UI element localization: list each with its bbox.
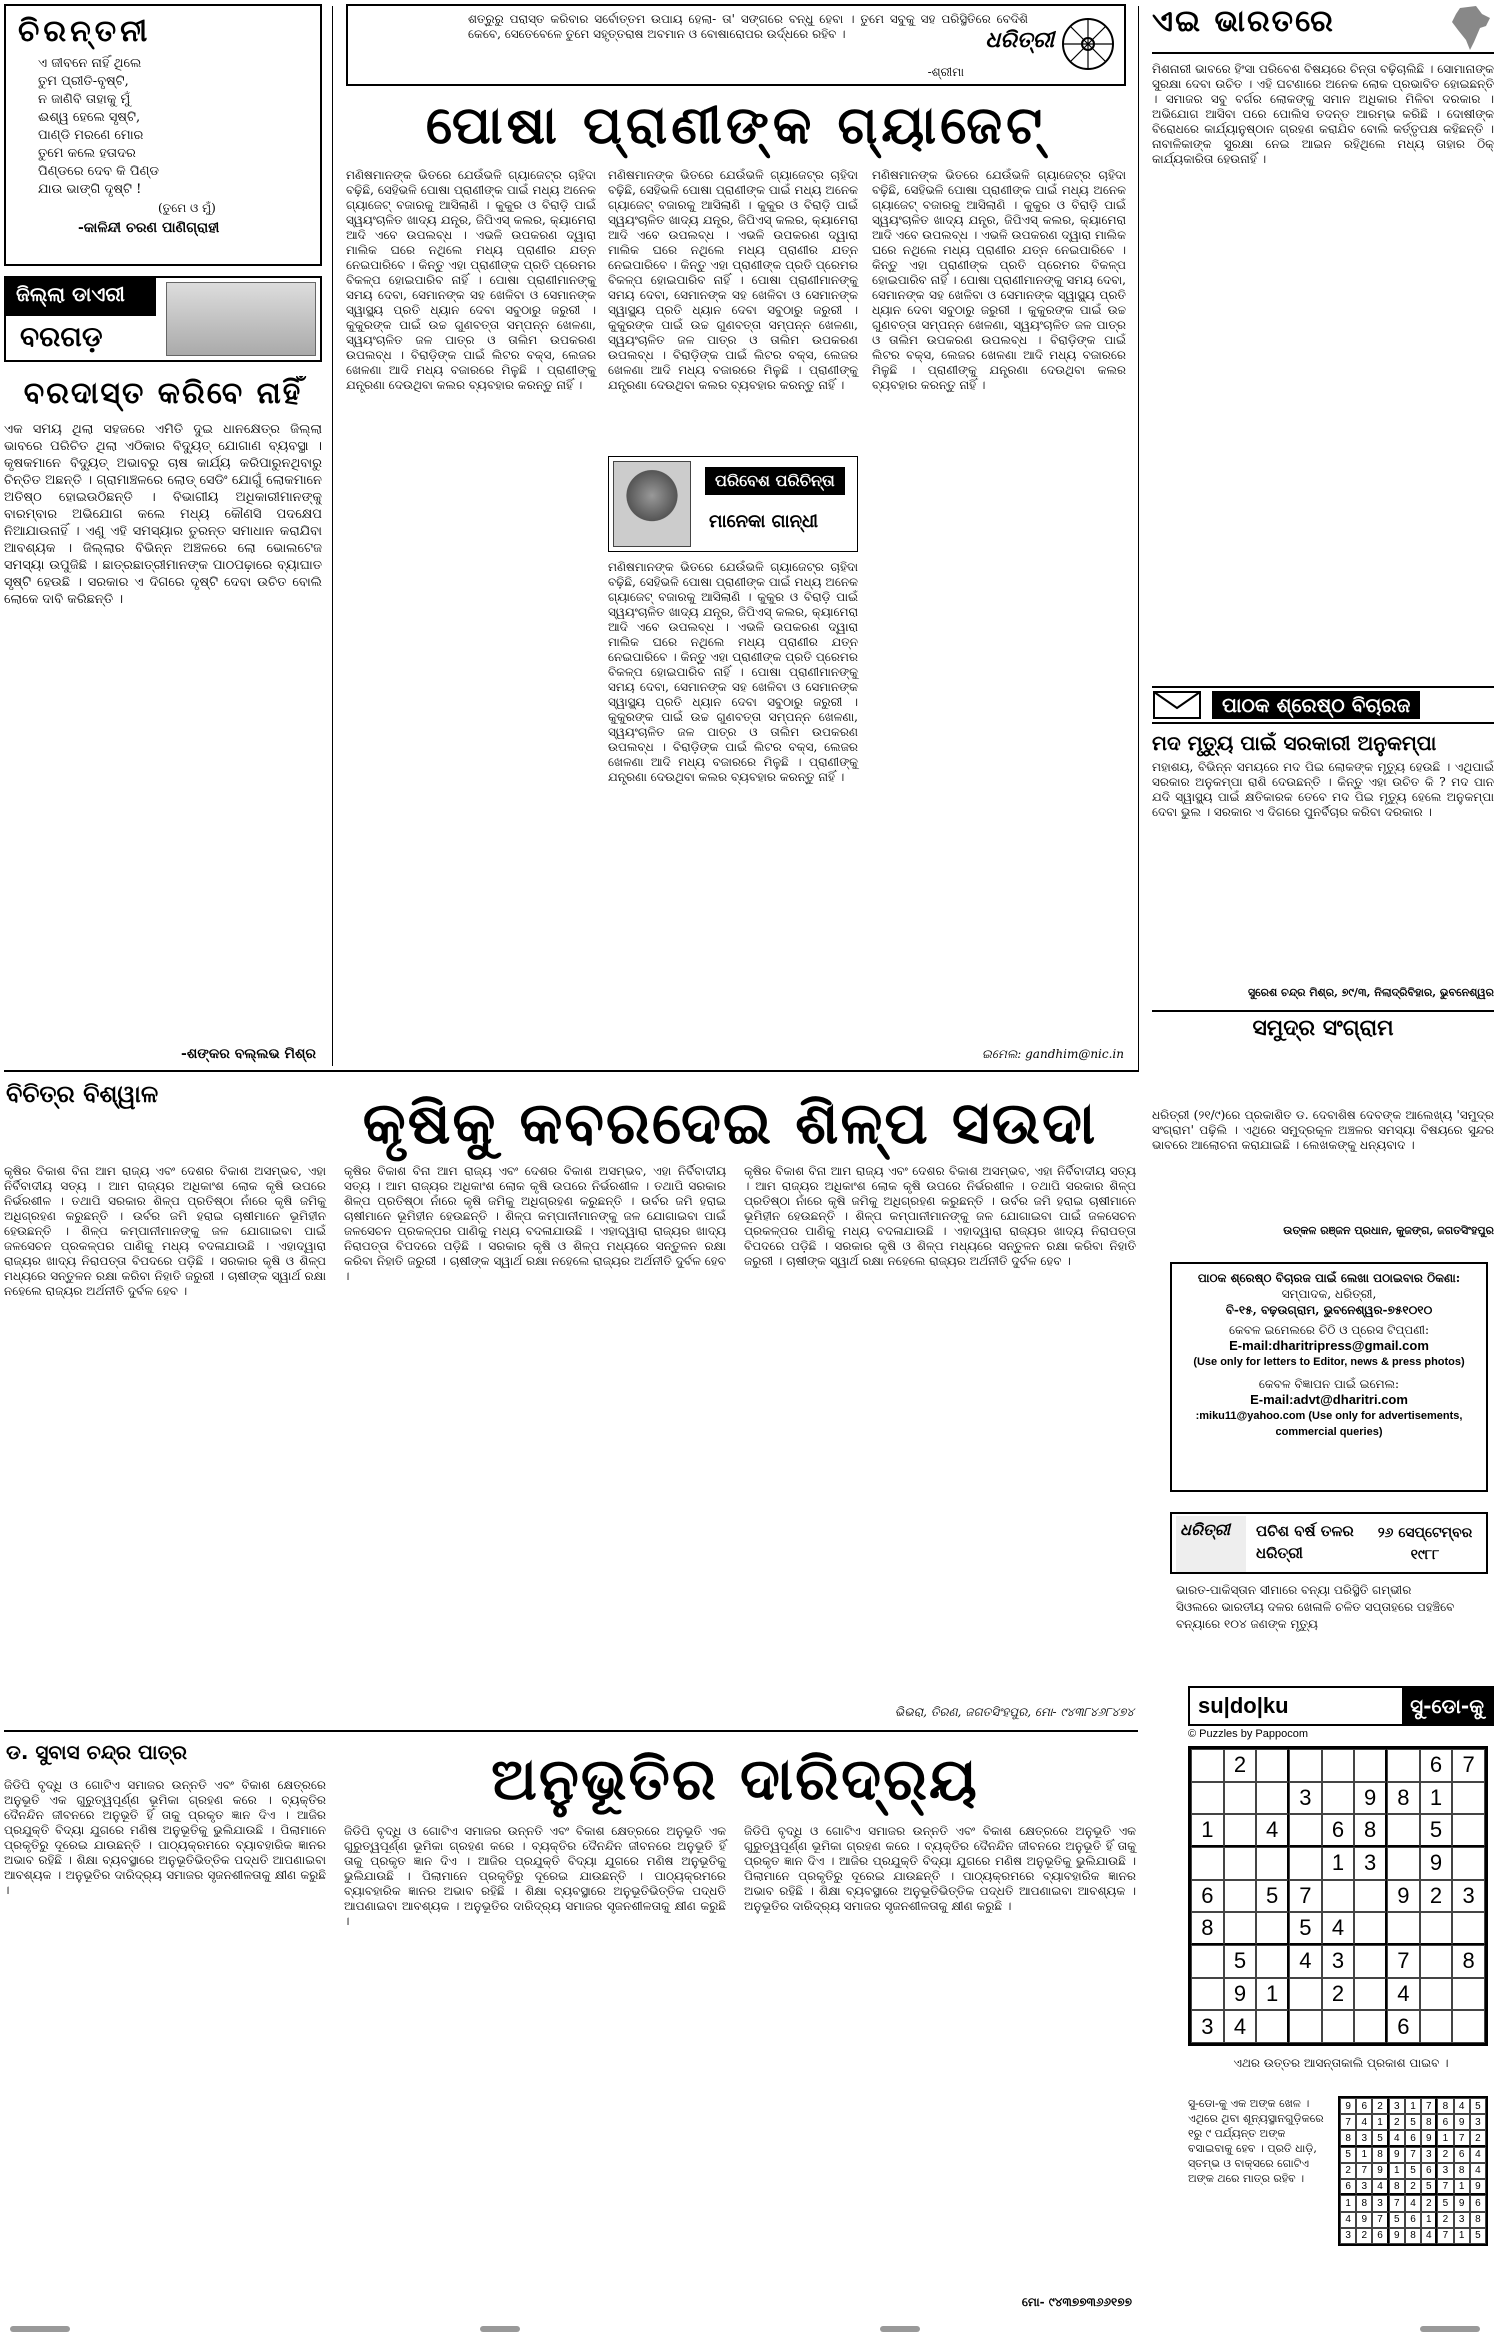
answer-cell: 2 (1356, 2228, 1372, 2244)
sudoku-grid[interactable] (1188, 1746, 1488, 2046)
krishi-author: ଭିଭରା, ତିରଣ, ଜଗତସିଂହପୁର, ମୋ- ୯୪୩୮୪୬୮୪୭୪ (894, 1705, 1134, 1719)
answer-cell: 1 (1405, 2098, 1421, 2114)
sudoku-title-or: ସୁ-ଡୋ-କୁ (1402, 1688, 1492, 1724)
address-line4: କେବଳ ଇମେଲରେ ଚିଠି ଓ ପ୍ରେସ ଟିପ୍ପଣୀ: (1228, 1323, 1430, 1337)
columnist-photo (613, 461, 691, 547)
sudoku-cell[interactable]: 6 (1322, 1814, 1355, 1847)
email-advt[interactable]: E-mail:advt@dharitri.com (1250, 1392, 1408, 1407)
letter2-body: ଧରିତ୍ରୀ (୨୧/୯)ରେ ପ୍ରକାଶିତ ଡ. ଦେବାଶିଷ ଦେବଙ୍କ ଆଲେଖ୍ୟ 'ସମୁଦ୍ର ସଂଗ୍ରାମ' ପଢ଼ିଲି । ଏଥିରେ ସମୁଦ୍ରକୂଳ ଅଞ୍ଚଳର ସମସ୍ୟା ବିଷୟରେ ସୁନ୍ଦର ଭାବରେ ଆଲୋଚନା କରାଯାଇଛି । ଲେଖକଙ୍କୁ ଧନ୍ୟବାଦ । (1152, 1108, 1494, 1152)
answer-cell: 5 (1372, 2130, 1388, 2146)
sudoku-cell[interactable] (1387, 1814, 1420, 1847)
sudoku-cell[interactable]: 8 (1354, 1814, 1387, 1847)
answer-cell: 5 (1405, 2114, 1421, 2130)
chirantani-credit: (ତୁମେ ଓ ମୁଁ) (158, 201, 216, 215)
letter1-sign: ସୁରେଶ ଚନ୍ଦ୍ର ମିଶ୍ର, ୭୯/୩, ନିଲାଦ୍ରିବିହାର, ଭୁବନେଶ୍ୱର (1248, 986, 1494, 999)
lower-rule (4, 1730, 1138, 1732)
sudoku-cell[interactable] (1354, 1978, 1387, 2011)
ei-bharatare-body: ମିଶନାରୀ ଭାବରେ ହିଂସା ପରିବେଶ ବିଷୟରେ ଚିନ୍ତା ବଢ଼ିଚାଲିଛି । ସୋମାନାଙ୍କ ସୁରକ୍ଷା ଦେବା ଉଚିତ । ଏହି ଘଟଣାରେ ଅନେକ ଲୋକ ପ୍ରଭାବିତ ହୋଇଛନ୍ତି । ସମାଜର ସବୁ ବର୍ଗର ଲୋକଙ୍କୁ ସମାନ ଅଧିକାର ମିଳିବା ଦରକାର । ଅଭିଯୋଗ ଆସିବା ପରେ ପୋଲିସ ତଦନ୍ତ ଆରମ୍ଭ କରିଛି । ଦୋଷୀଙ୍କ ବିରୋଧରେ କାର୍ଯ୍ୟାନୁଷ୍ଠାନ ଗ୍ରହଣ କରାଯିବ ବୋଲି କର୍ତ୍ତୃପକ୍ଷ କହିଛନ୍ତି । ନାବାଳିକାଙ୍କ ସୁରକ୍ଷା ନେଇ ଆଇନ ରହିଥିଲେ ମଧ୍ୟ ତାହାର ଠିକ୍ କାର୍ଯ୍ୟକାରିତା ହେଉନାହିଁ । (1152, 62, 1494, 166)
letters-header (1152, 686, 1494, 724)
sudoku-cell[interactable] (1191, 1782, 1224, 1815)
sudoku-cell[interactable]: 9 (1420, 1847, 1453, 1880)
answer-cell: 9 (1454, 2114, 1470, 2130)
sudoku-cell[interactable] (1452, 1847, 1485, 1880)
sudoku-cell[interactable]: 9 (1354, 1782, 1387, 1815)
answer-cell: 9 (1389, 2147, 1405, 2163)
pachisha-label: ପଚିଶ ବର୍ଷ ତଳର ଧରିତ୍ରୀ (1256, 1522, 1354, 1562)
anubhuti-col-1: ଜିଡିପି ବୃଦ୍ଧି ଓ ଗୋଟିଏ ସମାଜର ଉନ୍ନତି ଏବଂ ବିକାଶ କ୍ଷେତ୍ରରେ ଅନୁଭୂତି ଏକ ଗୁରୁତ୍ୱପୂର୍ଣ୍ଣ ଭୂମିକା ଗ୍ରହଣ କରେ । ବ୍ୟକ୍ତିର ଦୈନନ୍ଦିନ ଜୀବନରେ ଅନୁଭୂତି ହିଁ ତାକୁ ପ୍ରକୃତ ଜ୍ଞାନ ଦିଏ । ଆଜିର ପ୍ରଯୁକ୍ତି ବିଦ୍ୟା ଯୁଗରେ ମଣିଷ ଅନୁଭୂତିକୁ ଭୁଲିଯାଉଛି । ପିଲାମାନେ ପ୍ରକୃତିରୁ ଦୂରେଇ ଯାଉଛନ୍ତି । ପାଠ୍ୟକ୍ରମରେ ବ୍ୟାବହାରିକ ଜ୍ଞାନର ଅଭାବ ରହିଛି । ଶିକ୍ଷା ବ୍ୟବସ୍ଥାରେ ଅନୁଭୂତିଭିତ୍ତିକ ପଦ୍ଧତି ଆପଣାଇବା ଆବଶ୍ୟକ । ଅନୁଭୂତିର ଦାରିଦ୍ର୍ୟ ସମାଜର ସୃଜନଶୀଳତାକୁ କ୍ଷୀଣ କରୁଛି । (4, 1778, 326, 1897)
letters-label: ପାଠକ ଶ୍ରେଷ୍ଠ ବିଚାରଜ (1212, 691, 1420, 719)
india-map-icon (1446, 4, 1494, 52)
sudoku-cell[interactable] (1256, 2010, 1289, 2043)
sudoku-cell[interactable]: 2 (1224, 1749, 1257, 1782)
pet-article (346, 168, 1126, 1066)
answer-cell: 8 (1470, 2212, 1486, 2228)
answer-cell: 9 (1470, 2179, 1486, 2195)
sudoku-cell[interactable] (1354, 2010, 1387, 2043)
chirantani-title: ଚିରନ୍ତନୀ (18, 14, 152, 49)
sudoku-cell[interactable] (1256, 1912, 1289, 1945)
jila-diary-box (4, 276, 322, 362)
sudoku-cell[interactable]: 3 (1354, 1847, 1387, 1880)
sudoku-cell[interactable] (1420, 1978, 1453, 2011)
bottom-mark-4 (1420, 2326, 1480, 2332)
answer-cell: 4 (1340, 2212, 1356, 2228)
answer-cell: 5 (1470, 2228, 1486, 2244)
answer-cell: 2 (1372, 2098, 1388, 2114)
answer-cell: 6 (1340, 2179, 1356, 2195)
answer-cell: 3 (1437, 2163, 1453, 2179)
sudoku-cell[interactable]: 9 (1224, 1978, 1257, 2011)
ei-bharatare (1152, 4, 1494, 680)
anubhuti-headline: ଅନୁଭୂତିର ଦାରିଦ୍ର୍ୟ (491, 1745, 979, 1813)
answer-cell: 2 (1470, 2130, 1486, 2146)
pachisha-items (1176, 1582, 1488, 1672)
sudoku-cell[interactable]: 8 (1191, 1912, 1224, 1945)
address-line1: ପାଠକ ଶ୍ରେଷ୍ଠ ବିଚାରଜ ପାଇଁ ଲେଖା ପଠାଇବାର ଠିକଣା: (1197, 1271, 1461, 1285)
answer-cell: 5 (1470, 2098, 1486, 2114)
answer-cell: 3 (1356, 2130, 1372, 2146)
chirantani-author: -କାଳିନ୍ଦୀ ଚରଣ ପାଣିଗ୍ରାହୀ (78, 220, 220, 236)
answer-cell: 7 (1454, 2130, 1470, 2146)
sudoku-cell[interactable] (1387, 1749, 1420, 1782)
sudoku-cell[interactable] (1322, 1749, 1355, 1782)
sudoku-cell[interactable]: 4 (1322, 1912, 1355, 1945)
chirantani-poem: ଏ ଜୀବନେ ନାହିଁ ଥିଲେ ତୁମ ପ୍ରୀତି-ବୃଷ୍ଟି, ନ ଜାଣିବି ତାହାକୁ ମୁଁ ଈଶ୍ୱ ହେଲେ ସୃଷ୍ଟି, ପାଣ୍ଡି ମରଣେ ମୋର ତୁମେ କଲେ ହତାଦର ପିଣ୍ଡରେ ଦେବ କି ପିଣ୍ଡ ଯାଉ ଭାଙ୍ଗି ଦୃଷ୍ଟି ! (38, 56, 160, 197)
answer-cell: 8 (1405, 2228, 1421, 2244)
quote-box (346, 4, 1126, 86)
sudoku-cell[interactable]: 4 (1387, 1978, 1420, 2011)
anubhuti-author: ଡ. ସୁବାସ ଚନ୍ଦ୍ର ପାତ୍ର (6, 1740, 187, 1764)
answer-cell: 7 (1405, 2147, 1421, 2163)
sudoku-cell[interactable] (1322, 1782, 1355, 1815)
sudoku-cell[interactable] (1387, 1912, 1420, 1945)
answer-cell: 2 (1437, 2147, 1453, 2163)
sudoku-cell[interactable] (1224, 1880, 1257, 1913)
answer-cell: 1 (1356, 2147, 1372, 2163)
sudoku-cell[interactable]: 4 (1256, 1814, 1289, 1847)
sudoku-cell[interactable] (1191, 1945, 1224, 1978)
answer-cell: 2 (1389, 2114, 1405, 2130)
sudoku-cell[interactable] (1191, 1847, 1224, 1880)
answer-cell: 3 (1470, 2114, 1486, 2130)
answer-cell: 7 (1340, 2114, 1356, 2130)
answer-cell: 2 (1405, 2179, 1421, 2195)
answer-cell: 7 (1421, 2098, 1437, 2114)
letter2-area (1152, 1108, 1494, 1258)
answer-cell: 6 (1470, 2195, 1486, 2211)
letter2-title: ସମୁଦ୍ର ସଂଗ୍ରାମ (1152, 1010, 1494, 1042)
sudoku-section (1188, 1686, 1494, 2316)
sudoku-cell[interactable]: 1 (1191, 1814, 1224, 1847)
sudoku-cell[interactable] (1387, 1847, 1420, 1880)
sudoku-cell[interactable] (1452, 1782, 1485, 1815)
sudoku-cell[interactable]: 3 (1322, 1945, 1355, 1978)
answer-cell: 5 (1437, 2195, 1453, 2211)
pet-col-2b: ମଣିଷମାନଙ୍କ ଭିତରେ ଯେଉଁଭଳି ଗ୍ୟାଜେଟ୍‌ର ଚାହିଦା ବଢ଼ିଛି, ସେହିଭଳି ପୋଷା ପ୍ରାଣୀଙ୍କ ପାଇଁ ମଧ୍ୟ ଅନେକ ଗ୍ୟାଜେଟ୍ ବଜାରକୁ ଆସିଲାଣି । କୁକୁର ଓ ବିରାଡ଼ି ପାଇଁ ସ୍ୱୟଂଚାଳିତ ଖାଦ୍ୟ ଯନ୍ତ୍ର, ଜିପିଏସ୍ କଲର, କ୍ୟାମେରା ଆଦି ଏବେ ଉପଲବ୍ଧ । ଏଭଳି ଉପକରଣ ଦ୍ୱାରା ମାଲିକ ଘରେ ନଥିଲେ ମଧ୍ୟ ପ୍ରାଣୀର ଯତ୍ନ ନେଇପାରିବେ । କିନ୍ତୁ ଏହା ପ୍ରାଣୀଙ୍କ ପ୍ରତି ପ୍ରେମର ବିକଳ୍ପ ହୋଇପାରିବ ନାହିଁ । ପୋଷା ପ୍ରାଣୀମାନଙ୍କୁ ସମୟ ଦେବା, ସେମାନଙ୍କ ସହ ଖେଳିବା ଓ ସେମାନଙ୍କ ସ୍ୱାସ୍ଥ୍ୟ ପ୍ରତି ଧ୍ୟାନ ଦେବା ସବୁଠାରୁ ଜରୁରୀ । କୁକୁରଙ୍କ ପାଇଁ ଉଚ୍ଚ ଗୁଣବତ୍ତା ସମ୍ପନ୍ନ ଖେଳଣା, ସ୍ୱୟଂଚାଳିତ ଜଳ ପାତ୍ର ଓ ତାଲିମ ଉପକରଣ ଉପଲବ୍ଧ । ବିରାଡ଼ିଙ୍କ ପାଇଁ ଲିଟର ବକ୍ସ, ଲେଜର ଖେଳଣା ଆଦି ମଧ୍ୟ ବଜାରରେ ମିଳୁଛି । ପ୍ରାଣୀଙ୍କୁ ଯନ୍ତ୍ରଣା ଦେଉଥିବା କଲର ବ୍ୟବହାର କରନ୍ତୁ ନାହିଁ । (608, 560, 858, 784)
krishi-headline: କୃଷିକୁ କବରଦେଇ ଶିଳ୍ପ ସଉଦା (362, 1089, 1098, 1157)
sudoku-answer-label: ଏଥର ଉତ୍ତର ଆସନ୍ତାକାଲି ପ୍ରକାଶ ପାଇବ । (1233, 2056, 1449, 2070)
answer-cell: 9 (1421, 2130, 1437, 2146)
answer-cell: 3 (1356, 2179, 1372, 2195)
answer-cell: 3 (1340, 2228, 1356, 2244)
sudoku-cell[interactable]: 7 (1387, 1945, 1420, 1978)
pachisha-date: ୨୬ ସେପ୍ଟେମ୍ବର ୧୯୮୮ (1377, 1525, 1473, 1563)
anubhuti-col-3: ଜିଡିପି ବୃଦ୍ଧି ଓ ଗୋଟିଏ ସମାଜର ଉନ୍ନତି ଏବଂ ବିକାଶ କ୍ଷେତ୍ରରେ ଅନୁଭୂତି ଏକ ଗୁରୁତ୍ୱପୂର୍ଣ୍ଣ ଭୂମିକା ଗ୍ରହଣ କରେ । ବ୍ୟକ୍ତିର ଦୈନନ୍ଦିନ ଜୀବନରେ ଅନୁଭୂତି ହିଁ ତାକୁ ପ୍ରକୃତ ଜ୍ଞାନ ଦିଏ । ଆଜିର ପ୍ରଯୁକ୍ତି ବିଦ୍ୟା ଯୁଗରେ ମଣିଷ ଅନୁଭୂତିକୁ ଭୁଲିଯାଉଛି । ପିଲାମାନେ ପ୍ରକୃତିରୁ ଦୂରେଇ ଯାଉଛନ୍ତି । ପାଠ୍ୟକ୍ରମରେ ବ୍ୟାବହାରିକ ଜ୍ଞାନର ଅଭାବ ରହିଛି । ଶିକ୍ଷା ବ୍ୟବସ୍ଥାରେ ଅନୁଭୂତିଭିତ୍ତିକ ପଦ୍ଧତି ଆପଣାଇବା ଆବଶ୍ୟକ । ଅନୁଭୂତିର ଦାରିଦ୍ର୍ୟ ସମାଜର ସୃଜନଶୀଳତାକୁ କ୍ଷୀଣ କରୁଛି । (744, 1824, 1136, 1913)
answer-cell: 5 (1405, 2163, 1421, 2179)
sudoku-cell[interactable]: 3 (1191, 2010, 1224, 2043)
sudoku-cell[interactable] (1289, 2010, 1322, 2043)
sudoku-cell[interactable] (1452, 1912, 1485, 1945)
email-editor-note: (Use only for letters to Editor, news & press photos) (1193, 1356, 1465, 1368)
answer-cell: 4 (1356, 2114, 1372, 2130)
answer-cell: 8 (1437, 2098, 1453, 2114)
pachisha-item-3: ବନ୍ୟାରେ ୧୦୪ ଜଣଙ୍କ ମୃତ୍ୟୁ (1176, 1617, 1318, 1631)
anubhuti-col-2: ଜିଡିପି ବୃଦ୍ଧି ଓ ଗୋଟିଏ ସମାଜର ଉନ୍ନତି ଏବଂ ବିକାଶ କ୍ଷେତ୍ରରେ ଅନୁଭୂତି ଏକ ଗୁରୁତ୍ୱପୂର୍ଣ୍ଣ ଭୂମିକା ଗ୍ରହଣ କରେ । ବ୍ୟକ୍ତିର ଦୈନନ୍ଦିନ ଜୀବନରେ ଅନୁଭୂତି ହିଁ ତାକୁ ପ୍ରକୃତ ଜ୍ଞାନ ଦିଏ । ଆଜିର ପ୍ରଯୁକ୍ତି ବିଦ୍ୟା ଯୁଗରେ ମଣିଷ ଅନୁଭୂତିକୁ ଭୁଲିଯାଉଛି । ପିଲାମାନେ ପ୍ରକୃତିରୁ ଦୂରେଇ ଯାଉଛନ୍ତି । ପାଠ୍ୟକ୍ରମରେ ବ୍ୟାବହାରିକ ଜ୍ଞାନର ଅଭାବ ରହିଛି । ଶିକ୍ଷା ବ୍ୟବସ୍ଥାରେ ଅନୁଭୂତିଭିତ୍ତିକ ପଦ୍ଧତି ଆପଣାଇବା ଆବଶ୍ୟକ । ଅନୁଭୂତିର ଦାରିଦ୍ର୍ୟ ସମାଜର ସୃଜନଶୀଳତାକୁ କ୍ଷୀଣ କରୁଛି । (344, 1824, 726, 1928)
answer-cell: 3 (1454, 2212, 1470, 2228)
sudoku-cell[interactable] (1289, 1749, 1322, 1782)
district-photo (166, 282, 316, 356)
answer-cell: 9 (1372, 2163, 1388, 2179)
letter1-title: ମଦ ମୃତ୍ୟୁ ପାଇଁ ସରକାରୀ ଅନୁକମ୍ପା (1152, 731, 1437, 755)
columnist-name: ମାନେକା ଗାନ୍ଧୀ (709, 511, 819, 532)
sudoku-cell[interactable] (1289, 1814, 1322, 1847)
bargarh-story (4, 376, 322, 1066)
letter2-sign: ଉତ୍କଳ ରଞ୍ଜନ ପ୍ରଧାନ, କୁଜଙ୍ଗ, ଜଗତସିଂହପୁର (1283, 1224, 1494, 1237)
sudoku-cell[interactable]: 6 (1420, 1749, 1453, 1782)
answer-cell: 7 (1356, 2163, 1372, 2179)
answer-cell: 7 (1437, 2228, 1453, 2244)
sudoku-cell[interactable]: 7 (1452, 1749, 1485, 1782)
email-advt-note[interactable]: :miku11@yahoo.com (Use only for advertisements, commercial queries) (1195, 1410, 1463, 1438)
pachisha-item-2: ସିଓଲରେ ଭାରତୀୟ ଦଳର ଖେଳାଳି ଚଳିତ ସପ୍ତାହରେ ପହଞ୍ଚିବେ (1176, 1600, 1455, 1614)
bottom-mark-3 (880, 2326, 920, 2332)
district-name: ବରଗଡ଼ (20, 320, 103, 353)
answer-cell: 9 (1389, 2228, 1405, 2244)
sudoku-cell[interactable]: 5 (1420, 1814, 1453, 1847)
sudoku-cell[interactable] (1256, 1847, 1289, 1880)
sudoku-cell[interactable]: 1 (1322, 1847, 1355, 1880)
answer-cell: 8 (1356, 2195, 1372, 2211)
answer-cell: 7 (1372, 2212, 1388, 2228)
sudoku-rules: ସୁ-ଡୋ-କୁ ଏକ ଅଙ୍କ ଖେଳ । ଏଥିରେ ଥିବା ଶୂନ୍ୟସ୍ଥାନଗୁଡ଼ିକରେ ୧ରୁ ୯ ପର୍ଯ୍ୟନ୍ତ ଅଙ୍କ ବସାଇବାକୁ ହେବ । ପ୍ରତି ଧାଡ଼ି, ସ୍ତମ୍ଭ ଓ ବାକ୍ସରେ ଗୋଟିଏ ଅଙ୍କ ଥରେ ମାତ୍ର ରହିବ । (1188, 2097, 1324, 2185)
columnist-label: ପରିବେଶ ପରିଚିନ୍ତା (705, 467, 845, 495)
sudoku-cell[interactable] (1354, 1912, 1387, 1945)
sudoku-cell[interactable]: 5 (1224, 1945, 1257, 1978)
ei-bharatare-label: ଏଇ ଭାରତରେ (1152, 4, 1335, 39)
sudoku-cell[interactable]: 6 (1191, 1880, 1224, 1913)
answer-cell: 6 (1437, 2114, 1453, 2130)
address-line5: କେବଳ ବିଜ୍ଞାପନ ପାଇଁ ଇମେଲ: (1258, 1377, 1400, 1391)
answer-cell: 9 (1454, 2195, 1470, 2211)
sudoku-cell[interactable] (1256, 1782, 1289, 1815)
wheel-emblem-icon (1060, 16, 1116, 72)
sudoku-cell[interactable]: 1 (1256, 1978, 1289, 2011)
sudoku-header (1188, 1686, 1494, 1726)
answer-cell: 1 (1372, 2114, 1388, 2130)
answer-cell: 9 (1340, 2098, 1356, 2114)
answer-cell: 2 (1437, 2212, 1453, 2228)
sudoku-cell[interactable]: 5 (1256, 1880, 1289, 1913)
krishi-col-2: କୃଷିର ବିକାଶ ବିନା ଆମ ରାଜ୍ୟ ଏବଂ ଦେଶର ବିକାଶ ଅସମ୍ଭବ, ଏହା ନିର୍ବିବାଦୀୟ ସତ୍ୟ । ଆମ ରାଜ୍ୟର ଅଧିକାଂଶ ଲୋକ କୃଷି ଉପରେ ନିର୍ଭରଶୀଳ । ତଥାପି ସରକାର ଶିଳ୍ପ ପ୍ରତିଷ୍ଠା ନାଁରେ କୃଷି ଜମିକୁ ଅଧିଗ୍ରହଣ କରୁଛନ୍ତି । ଉର୍ବର ଜମି ହରାଇ ଚାଷୀମାନେ ଭୂମିହୀନ ହେଉଛନ୍ତି । ଶିଳ୍ପ କମ୍ପାନୀମାନଙ୍କୁ ଜଳ ଯୋଗାଇବା ପାଇଁ ଜଳସେଚନ ପ୍ରକଳ୍ପର ପାଣିକୁ ମଧ୍ୟ ବଦଳାଯାଉଛି । ଏହାଦ୍ୱାରା ରାଜ୍ୟର ଖାଦ୍ୟ ନିରାପତ୍ତା ବିପଦରେ ପଡ଼ିଛି । ସରକାର କୃଷି ଓ ଶିଳ୍ପ ମଧ୍ୟରେ ସନ୍ତୁଳନ ରକ୍ଷା କରିବା ନିହାତି ଜରୁରୀ । ଚାଷୀଙ୍କ ସ୍ୱାର୍ଥ ରକ୍ଷା ନହେଲେ ରାଜ୍ୟର ଅର୍ଥନୀତି ଦୁର୍ବଳ ହେବ । (344, 1164, 726, 1283)
answer-cell: 1 (1389, 2163, 1405, 2179)
answer-cell: 3 (1389, 2098, 1405, 2114)
answer-cell: 7 (1389, 2195, 1405, 2211)
answer-cell: 7 (1437, 2179, 1453, 2195)
answer-cell: 4 (1372, 2179, 1388, 2195)
anubhuti-phone: ମୋ- ୯୪୩୭୭୩୬୬୧୭୭ (1021, 2295, 1132, 2309)
sudoku-cell[interactable]: 6 (1387, 2010, 1420, 2043)
paper-logo: ଧରିତ୍ରୀ (985, 28, 1054, 53)
answer-cell: 3 (1372, 2195, 1388, 2211)
sudoku-cell[interactable] (1191, 1749, 1224, 1782)
sudoku-cell[interactable] (1354, 1945, 1387, 1978)
sudoku-cell[interactable] (1322, 1880, 1355, 1913)
answer-cell: 4 (1470, 2147, 1486, 2163)
answer-cell: 5 (1421, 2179, 1437, 2195)
sudoku-cell[interactable]: 2 (1322, 1978, 1355, 2011)
sudoku-cell[interactable]: 8 (1452, 1945, 1485, 1978)
jila-diary-label: ଜିଲ୍ଲା ଡାଏରୀ (6, 278, 156, 316)
answer-cell: 5 (1340, 2147, 1356, 2163)
quote-text: ଶତ୍ରୁରୁ ପରାସ୍ତ କରିବାର ସର୍ବୋତ୍ତମ ଉପାୟ ହେଲା- ତା' ସଙ୍ଗରେ ବନ୍ଧୁ ହେବା । ତୁମେ ସବୁକୁ ସହ ପରିସ୍ଥିତିରେ ବେଦିଶି କେବେ, ସେତେବେଳେ ତୁମେ ସହୃତ୍ତରାଷ ଅବମାନ ଓ ବୋଷାରୋପର ଉର୍ଦ୍ଧରେ ରହିବ । (468, 12, 1028, 41)
bargarh-body: ଏକ ସମୟ ଥିଲା ସହଜରେ ଏମିତି ଦୁଇ ଧାନକ୍ଷେତ୍ର ଜିଲ୍ଲା ଭାବରେ ପରିଚିତ ଥିଲା ଏଠିକାର ବିଦ୍ୟୁତ୍ ଯୋଗାଣ ବ୍ୟବସ୍ଥା । କୃଷକମାନେ ବିଦ୍ୟୁତ୍ ଅଭାବରୁ ଚାଷ କାର୍ଯ୍ୟ କରିପାରୁନଥିବାରୁ ଚିନ୍ତିତ ଅଛନ୍ତି । ଗ୍ରାମାଞ୍ଚଳରେ ଲୋଡ୍ ସେଡିଂ ଯୋଗୁଁ ଲୋକମାନେ ଅତିଷ୍ଠ ହୋଇଉଠିଛନ୍ତି । ବିଭାଗୀୟ ଅଧିକାରୀମାନଙ୍କୁ ବାରମ୍ବାର ଅଭିଯୋଗ କଲେ ମଧ୍ୟ କୌଣସି ପଦକ୍ଷେପ ନିଆଯାଉନାହିଁ । ଏଣୁ ଏହି ସମସ୍ୟାର ତୁରନ୍ତ ସମାଧାନ କରାଯିବା ଆବଶ୍ୟକ । ଜିଲ୍ଲାର ବିଭିନ୍ନ ଅଞ୍ଚଳରେ ଲୋ ଭୋଲଟେଜ ସମସ୍ୟା ଉପୁଜିଛି । ଛାତ୍ରଛାତ୍ରୀମାନଙ୍କ ପାଠପଢ଼ାରେ ବ୍ୟାଘାତ ସୃଷ୍ଟି ହେଉଛି । ସରକାର ଏ ଦିଗରେ ଦୃଷ୍ଟି ଦେବା ଉଚିତ ବୋଲି ଲୋକେ ଦାବି କରିଛନ୍ତି । (4, 422, 322, 607)
envelope-icon (1152, 690, 1202, 720)
sudoku-cell[interactable] (1354, 1749, 1387, 1782)
address-line3: ବି-୧୫, ବଢ଼ଉଗ୍ରାମ, ଭୁବନେଶ୍ୱର-୭୫୧୦୧୦ (1225, 1303, 1433, 1317)
pet-col-2a: ମଣିଷମାନଙ୍କ ଭିତରେ ଯେଉଁଭଳି ଗ୍ୟାଜେଟ୍‌ର ଚାହିଦା ବଢ଼ିଛି, ସେହିଭଳି ପୋଷା ପ୍ରାଣୀଙ୍କ ପାଇଁ ମଧ୍ୟ ଅନେକ ଗ୍ୟାଜେଟ୍ ବଜାରକୁ ଆସିଲାଣି । କୁକୁର ଓ ବିରାଡ଼ି ପାଇଁ ସ୍ୱୟଂଚାଳିତ ଖାଦ୍ୟ ଯନ୍ତ୍ର, ଜିପିଏସ୍ କଲର, କ୍ୟାମେରା ଆଦି ଏବେ ଉପଲବ୍ଧ । ଏଭଳି ଉପକରଣ ଦ୍ୱାରା ମାଲିକ ଘରେ ନଥିଲେ ମଧ୍ୟ ପ୍ରାଣୀର ଯତ୍ନ ନେଇପାରିବେ । କିନ୍ତୁ ଏହା ପ୍ରାଣୀଙ୍କ ପ୍ରତି ପ୍ରେମର ବିକଳ୍ପ ହୋଇପାରିବ ନାହିଁ । ପୋଷା ପ୍ରାଣୀମାନଙ୍କୁ ସମୟ ଦେବା, ସେମାନଙ୍କ ସହ ଖେଳିବା ଓ ସେମାନଙ୍କ ସ୍ୱାସ୍ଥ୍ୟ ପ୍ରତି ଧ୍ୟାନ ଦେବା ସବୁଠାରୁ ଜରୁରୀ । କୁକୁରଙ୍କ ପାଇଁ ଉଚ୍ଚ ଗୁଣବତ୍ତା ସମ୍ପନ୍ନ ଖେଳଣା, ସ୍ୱୟଂଚାଳିତ ଜଳ ପାତ୍ର ଓ ତାଲିମ ଉପକରଣ ଉପଲବ୍ଧ । ବିରାଡ଼ିଙ୍କ ପାଇଁ ଲିଟର ବକ୍ସ, ଲେଜର ଖେଳଣା ଆଦି ମଧ୍ୟ ବଜାରରେ ମିଳୁଛି । ପ୍ରାଣୀଙ୍କୁ ଯନ୍ତ୍ରଣା ଦେଉଥିବା କଲର ବ୍ୟବହାର କରନ୍ତୁ ନାହିଁ । (608, 168, 858, 392)
answer-cell: 1 (1437, 2130, 1453, 2146)
answer-cell: 8 (1421, 2114, 1437, 2130)
email-editor[interactable]: E-mail:dharitripress@gmail.com (1229, 1338, 1429, 1353)
anubhuti-article (4, 1774, 1138, 2314)
sudoku-cell[interactable] (1191, 1978, 1224, 2011)
answer-cell: 4 (1405, 2195, 1421, 2211)
answer-cell: 4 (1421, 2228, 1437, 2244)
answer-cell: 8 (1340, 2130, 1356, 2146)
letter1-body: ମହାଶୟ, ବିଭିନ୍ନ ସମୟରେ ମଦ ପିଇ ଲୋକଙ୍କ ମୃତ୍ୟୁ ହେଉଛି । ଏଥିପାଇଁ ସରକାର ଅନୁକମ୍ପା ରାଶି ଦେଉଛନ୍ତି । କିନ୍ତୁ ଏହା ଉଚିତ କି ? ମଦ ପାନ ଯଦି ସ୍ୱାସ୍ଥ୍ୟ ପାଇଁ କ୍ଷତିକାରକ ତେବେ ମଦ ପିଇ ମୃତ୍ୟୁ ହେଲେ ଅନୁକମ୍ପା ଦେବା ଭୁଲ । ସରକାର ଏ ଦିଗରେ ପୁନର୍ବିଚାର କରିବା ଦରକାର । (1152, 760, 1494, 819)
answer-cell: 4 (1389, 2130, 1405, 2146)
ei-bharatare-title (1152, 4, 1494, 54)
columnist-box (608, 456, 858, 552)
sudoku-cell[interactable]: 5 (1289, 1912, 1322, 1945)
sudoku-cell[interactable] (1289, 1847, 1322, 1880)
krishi-col-1: କୃଷିର ବିକାଶ ବିନା ଆମ ରାଜ୍ୟ ଏବଂ ଦେଶର ବିକାଶ ଅସମ୍ଭବ, ଏହା ନିର୍ବିବାଦୀୟ ସତ୍ୟ । ଆମ ରାଜ୍ୟର ଅଧିକାଂଶ ଲୋକ କୃଷି ଉପରେ ନିର୍ଭରଶୀଳ । ତଥାପି ସରକାର ଶିଳ୍ପ ପ୍ରତିଷ୍ଠା ନାଁରେ କୃଷି ଜମିକୁ ଅଧିଗ୍ରହଣ କରୁଛନ୍ତି । ଉର୍ବର ଜମି ହରାଇ ଚାଷୀମାନେ ଭୂମିହୀନ ହେଉଛନ୍ତି । ଶିଳ୍ପ କମ୍ପାନୀମାନଙ୍କୁ ଜଳ ଯୋଗାଇବା ପାଇଁ ଜଳସେଚନ ପ୍ରକଳ୍ପର ପାଣିକୁ ମଧ୍ୟ ବଦଳାଯାଉଛି । ଏହାଦ୍ୱାରା ରାଜ୍ୟର ଖାଦ୍ୟ ନିରାପତ୍ତା ବିପଦରେ ପଡ଼ିଛି । ସରକାର କୃଷି ଓ ଶିଳ୍ପ ମଧ୍ୟରେ ସନ୍ତୁଳନ ରକ୍ଷା କରିବା ନିହାତି ଜରୁରୀ । ଚାଷୀଙ୍କ ସ୍ୱାର୍ଥ ରକ୍ଷା ନହେଲେ ରାଜ୍ୟର ଅର୍ଥନୀତି ଦୁର୍ବଳ ହେବ । (4, 1164, 326, 1298)
sudoku-cell[interactable] (1224, 1814, 1257, 1847)
answer-cell: 6 (1372, 2228, 1388, 2244)
address-line2: ସମ୍ପାଦକ, ଧରିତ୍ରୀ, (1281, 1287, 1377, 1301)
sudoku-cell[interactable]: 2 (1420, 1880, 1453, 1913)
main-headline: ପୋଷା ପ୍ରାଣୀଙ୍କ ଗ୍ୟାଜେଟ୍ (425, 96, 1047, 156)
sudoku-cell[interactable]: 4 (1289, 1945, 1322, 1978)
answer-cell: 6 (1405, 2130, 1421, 2146)
sudoku-previous-answer (1338, 2096, 1488, 2246)
sudoku-credit: © Puzzles by Pappocom (1188, 1728, 1308, 1740)
letters-section (1152, 686, 1494, 1072)
sudoku-cell[interactable]: 8 (1387, 1782, 1420, 1815)
address-box (1170, 1262, 1488, 1492)
sudoku-cell[interactable] (1452, 1978, 1485, 2011)
answer-cell: 6 (1405, 2212, 1421, 2228)
sudoku-cell[interactable] (1452, 2010, 1485, 2043)
answer-cell: 8 (1454, 2163, 1470, 2179)
answer-cell: 9 (1356, 2212, 1372, 2228)
pachisha-item-1: ଭାରତ-ପାକିସ୍ତାନ ସୀମାରେ ବନ୍ୟା ପରିସ୍ଥିତି ଗମ୍ଭୀର (1176, 1583, 1412, 1597)
sudoku-cell[interactable] (1256, 1749, 1289, 1782)
answer-cell: 4 (1454, 2098, 1470, 2114)
krishi-section-label: ବିଚିତ୍ର ବିଶ୍ୱାଳ (6, 1080, 159, 1108)
answer-cell: 2 (1340, 2163, 1356, 2179)
answer-cell: 6 (1421, 2163, 1437, 2179)
bargarh-headline: ବରଦାସ୍ତ କରିବେ ନାହିଁ (23, 376, 303, 411)
sudoku-cell[interactable]: 7 (1289, 1880, 1322, 1913)
sudoku-cell[interactable] (1224, 1912, 1257, 1945)
chirantani-box (4, 4, 322, 266)
sudoku-cell[interactable] (1354, 1880, 1387, 1913)
bottom-mark-2 (480, 2326, 520, 2332)
sudoku-cell[interactable]: 4 (1224, 2010, 1257, 2043)
sudoku-cell[interactable] (1420, 1912, 1453, 1945)
answer-cell: 1 (1454, 2228, 1470, 2244)
answer-cell: 2 (1421, 2195, 1437, 2211)
right-column-rule (1138, 6, 1139, 1072)
answer-cell: 6 (1454, 2147, 1470, 2163)
sudoku-cell[interactable] (1256, 1945, 1289, 1978)
sudoku-cell[interactable]: 3 (1289, 1782, 1322, 1815)
answer-cell: 8 (1372, 2147, 1388, 2163)
sudoku-cell[interactable] (1452, 1814, 1485, 1847)
sudoku-cell[interactable] (1224, 1782, 1257, 1815)
mid-rule (4, 1070, 1138, 1072)
krishi-col-3: କୃଷିର ବିକାଶ ବିନା ଆମ ରାଜ୍ୟ ଏବଂ ଦେଶର ବିକାଶ ଅସମ୍ଭବ, ଏହା ନିର୍ବିବାଦୀୟ ସତ୍ୟ । ଆମ ରାଜ୍ୟର ଅଧିକାଂଶ ଲୋକ କୃଷି ଉପରେ ନିର୍ଭରଶୀଳ । ତଥାପି ସରକାର ଶିଳ୍ପ ପ୍ରତିଷ୍ଠା ନାଁରେ କୃଷି ଜମିକୁ ଅଧିଗ୍ରହଣ କରୁଛନ୍ତି । ଉର୍ବର ଜମି ହରାଇ ଚାଷୀମାନେ ଭୂମିହୀନ ହେଉଛନ୍ତି । ଶିଳ୍ପ କମ୍ପାନୀମାନଙ୍କୁ ଜଳ ଯୋଗାଇବା ପାଇଁ ଜଳସେଚନ ପ୍ରକଳ୍ପର ପାଣିକୁ ମଧ୍ୟ ବଦଳାଯାଉଛି । ଏହାଦ୍ୱାରା ରାଜ୍ୟର ଖାଦ୍ୟ ନିରାପତ୍ତା ବିପଦରେ ପଡ଼ିଛି । ସରକାର କୃଷି ଓ ଶିଳ୍ପ ମଧ୍ୟରେ ସନ୍ତୁଳନ ରକ୍ଷା କରିବା ନିହାତି ଜରୁରୀ । ଚାଷୀଙ୍କ ସ୍ୱାର୍ଥ ରକ୍ଷା ନହେଲେ ରାଜ୍ୟର ଅର୍ଥନୀତି ଦୁର୍ବଳ ହେବ । (744, 1164, 1136, 1268)
answer-cell: 8 (1389, 2179, 1405, 2195)
pet-col-1: ମଣିଷମାନଙ୍କ ଭିତରେ ଯେଉଁଭଳି ଗ୍ୟାଜେଟ୍‌ର ଚାହିଦା ବଢ଼ିଛି, ସେହିଭଳି ପୋଷା ପ୍ରାଣୀଙ୍କ ପାଇଁ ମଧ୍ୟ ଅନେକ ଗ୍ୟାଜେଟ୍ ବଜାରକୁ ଆସିଲାଣି । କୁକୁର ଓ ବିରାଡ଼ି ପାଇଁ ସ୍ୱୟଂଚାଳିତ ଖାଦ୍ୟ ଯନ୍ତ୍ର, ଜିପିଏସ୍ କଲର, କ୍ୟାମେରା ଆଦି ଏବେ ଉପଲବ୍ଧ । ଏଭଳି ଉପକରଣ ଦ୍ୱାରା ମାଲିକ ଘରେ ନଥିଲେ ମଧ୍ୟ ପ୍ରାଣୀର ଯତ୍ନ ନେଇପାରିବେ । କିନ୍ତୁ ଏହା ପ୍ରାଣୀଙ୍କ ପ୍ରତି ପ୍ରେମର ବିକଳ୍ପ ହୋଇପାରିବ ନାହିଁ । ପୋଷା ପ୍ରାଣୀମାନଙ୍କୁ ସମୟ ଦେବା, ସେମାନଙ୍କ ସହ ଖେଳିବା ଓ ସେମାନଙ୍କ ସ୍ୱାସ୍ଥ୍ୟ ପ୍ରତି ଧ୍ୟାନ ଦେବା ସବୁଠାରୁ ଜରୁରୀ । କୁକୁରଙ୍କ ପାଇଁ ଉଚ୍ଚ ଗୁଣବତ୍ତା ସମ୍ପନ୍ନ ଖେଳଣା, ସ୍ୱୟଂଚାଳିତ ଜଳ ପାତ୍ର ଓ ତାଲିମ ଉପକରଣ ଉପଲବ୍ଧ । ବିରାଡ଼ିଙ୍କ ପାଇଁ ଲିଟର ବକ୍ସ, ଲେଜର ଖେଳଣା ଆଦି ମଧ୍ୟ ବଜାରରେ ମିଳୁଛି । ପ୍ରାଣୀଙ୍କୁ ଯନ୍ତ୍ରଣା ଦେଉଥିବା କଲର ବ୍ୟବହାର କରନ୍ତୁ ନାହିଁ । (346, 168, 596, 392)
sudoku-title-en: su|do|ku (1198, 1693, 1289, 1718)
sudoku-cell[interactable] (1322, 2010, 1355, 2043)
answer-cell: 3 (1421, 2147, 1437, 2163)
krishi-article (4, 1164, 1138, 1724)
answer-cell: 6 (1356, 2098, 1372, 2114)
pet-col-3: ମଣିଷମାନଙ୍କ ଭିତରେ ଯେଉଁଭଳି ଗ୍ୟାଜେଟ୍‌ର ଚାହିଦା ବଢ଼ିଛି, ସେହିଭଳି ପୋଷା ପ୍ରାଣୀଙ୍କ ପାଇଁ ମଧ୍ୟ ଅନେକ ଗ୍ୟାଜେଟ୍ ବଜାରକୁ ଆସିଲାଣି । କୁକୁର ଓ ବିରାଡ଼ି ପାଇଁ ସ୍ୱୟଂଚାଳିତ ଖାଦ୍ୟ ଯନ୍ତ୍ର, ଜିପିଏସ୍ କଲର, କ୍ୟାମେରା ଆଦି ଏବେ ଉପଲବ୍ଧ । ଏଭଳି ଉପକରଣ ଦ୍ୱାରା ମାଲିକ ଘରେ ନଥିଲେ ମଧ୍ୟ ପ୍ରାଣୀର ଯତ୍ନ ନେଇପାରିବେ । କିନ୍ତୁ ଏହା ପ୍ରାଣୀଙ୍କ ପ୍ରତି ପ୍ରେମର ବିକଳ୍ପ ହୋଇପାରିବ ନାହିଁ । ପୋଷା ପ୍ରାଣୀମାନଙ୍କୁ ସମୟ ଦେବା, ସେମାନଙ୍କ ସହ ଖେଳିବା ଓ ସେମାନଙ୍କ ସ୍ୱାସ୍ଥ୍ୟ ପ୍ରତି ଧ୍ୟାନ ଦେବା ସବୁଠାରୁ ଜରୁରୀ । କୁକୁରଙ୍କ ପାଇଁ ଉଚ୍ଚ ଗୁଣବତ୍ତା ସମ୍ପନ୍ନ ଖେଳଣା, ସ୍ୱୟଂଚାଳିତ ଜଳ ପାତ୍ର ଓ ତାଲିମ ଉପକରଣ ଉପଲବ୍ଧ । ବିରାଡ଼ିଙ୍କ ପାଇଁ ଲିଟର ବକ୍ସ, ଲେଜର ଖେଳଣା ଆଦି ମଧ୍ୟ ବଜାରରେ ମିଳୁଛି । ପ୍ରାଣୀଙ୍କୁ ଯନ୍ତ୍ରଣା ଦେଉଥିବା କଲର ବ୍ୟବହାର କରନ୍ତୁ ନାହିଁ । (872, 168, 1126, 392)
answer-cell: 5 (1389, 2212, 1405, 2228)
bargarh-author: -ଶଙ୍କର ବଲ୍ଲଭ ମିଶ୍ର (181, 1046, 316, 1062)
quote-attribution: -ଶ୍ରୀମା (927, 65, 964, 79)
pachisha-box (1170, 1512, 1488, 1574)
answer-cell: 4 (1470, 2163, 1486, 2179)
sudoku-cell[interactable] (1289, 1978, 1322, 2011)
sudoku-cell[interactable] (1224, 1847, 1257, 1880)
sudoku-cell[interactable]: 3 (1452, 1880, 1485, 1913)
answer-cell: 1 (1454, 2179, 1470, 2195)
bottom-mark-1 (10, 2326, 70, 2332)
sudoku-cell[interactable]: 9 (1387, 1880, 1420, 1913)
sudoku-cell[interactable] (1420, 2010, 1453, 2043)
answer-cell: 1 (1421, 2212, 1437, 2228)
columnist-email: ଇମେଲ: gandhim@nic.in (981, 1047, 1124, 1061)
pachisha-logo: ଧରିତ୍ରୀ (1176, 1516, 1246, 1572)
answer-cell: 1 (1340, 2195, 1356, 2211)
sudoku-cell[interactable] (1420, 1945, 1453, 1978)
sudoku-cell[interactable]: 1 (1420, 1782, 1453, 1815)
left-column-rule (332, 6, 333, 1066)
